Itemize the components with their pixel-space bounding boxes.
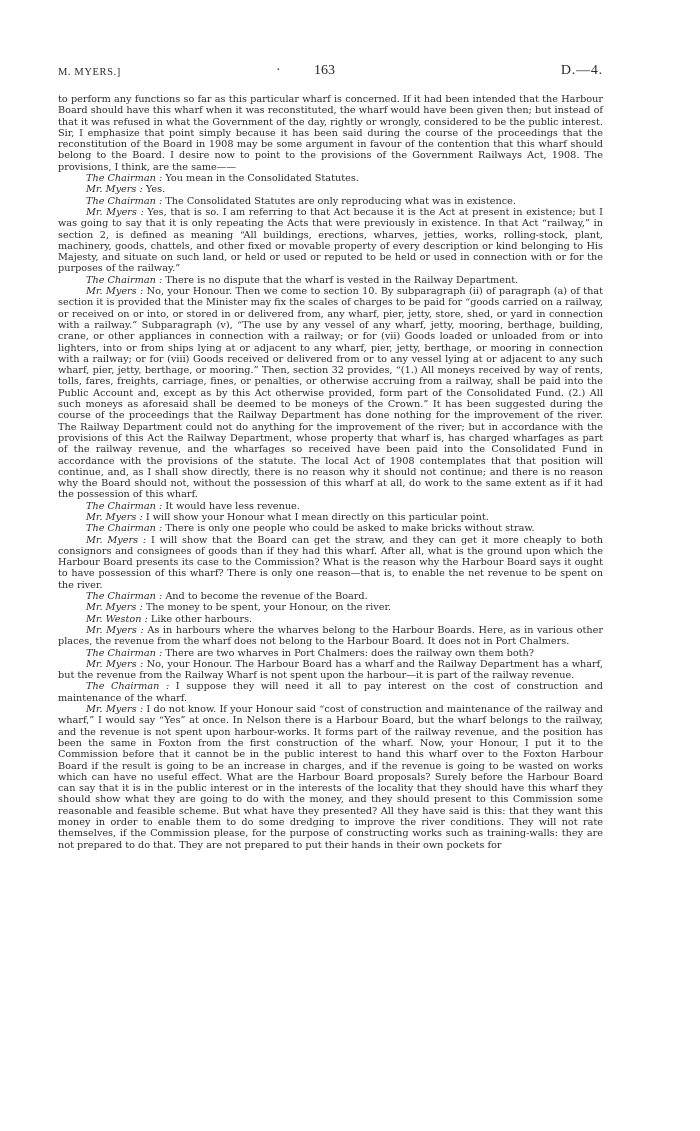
speaker: Mr. Myers : xyxy=(86,624,144,636)
speaker: The Chairman : xyxy=(86,523,163,535)
paragraph-text: Like other harbours. xyxy=(150,613,253,625)
paragraph-text: Yes, that is so. I am referring to that Act because it is the Act at present in existence; but I was going to say that it is only repeating the Acts that were previously in existence. In that Act “railway,” in section 2, is defined as meaning “All buildings, erections, wharves, jetties, works, rolling-stock, plant, machinery, goods, chattels, and other fixed or movable property of every description or kind belonging to His Majesty, and situate on such land, or held or used or reputed to be held or used in connection with or for the purposes of the railway.” xyxy=(58,206,603,275)
paragraph-text: It would have less revenue. xyxy=(165,500,300,512)
paragraph xyxy=(58,614,603,625)
paragraph-text: I will show your Honour what I mean directly on this particular point. xyxy=(145,511,489,523)
paragraph-text: You mean in the Consolidated Statutes. xyxy=(165,173,359,185)
speaker: Mr. Myers : xyxy=(86,184,143,196)
paragraph xyxy=(58,173,603,184)
speaker: Mr. Myers : xyxy=(86,704,144,716)
speaker: The Chairman : xyxy=(86,647,163,659)
paragraph xyxy=(58,659,603,682)
paragraph xyxy=(58,523,603,534)
speaker: Mr. Myers : xyxy=(86,602,143,614)
speaker: Mr. Myers : xyxy=(86,206,144,218)
page-header xyxy=(58,63,603,83)
paragraph xyxy=(58,591,603,602)
paragraph xyxy=(58,207,603,275)
paragraph-text: No, your Honour. Then we come to section 10. By subparagraph (ii) of paragraph (a) of that section it is provided that the Minister may fix the scales of charges to be paid for “goods carried on a railway, or received on or into, or stored in or delivered from, any wharf, pier, jetty, store, shed, or yard in connection with a railway.” Subparagraph (v), “The use by any vessel of any wharf, jetty, mooring, berthage, building, crane, or other appliances in connection with a railway; or for (vii) Goods loaded or unloaded from or into lighters, into or from ships lying at or adjacent to any wharf, pier, jetty, berthage, or mooring in connection with a railway; or for (viii) Goods received or delivered from or to any vessel lying at or adjacent to any such wharf, pier, jetty, berthage, or mooring.” Then, section 32 provides, “(1.) All moneys received by way of rents, tolls, fares, freights, carriage, fines, or penalties, or otherwise accruing from a railway, shall be paid into the Public Account and, except as by this Act otherwise provided, form part of the Consolidated Fund. (2.) All such moneys as aforesaid shall be deemed to be moneys of the Crown.” It has been suggested during the course of the proceedings that the Railway Department has done nothing for the improvement of the river. The Railway Department could not do anything for the improvement of the river; but in accordance with the provisions of this Act the Railway Department, whose property that wharf is, has charged wharfages as part of the railway revenue, and the wharfages so received have been paid into the Consolidated Fund in accordance with the provisions of the statute. The local Act of 1908 contemplates that that position will continue, and, as I shall show directly, there is no reason why it should not continue; and there is no reason why the Board should not, without the possession of this wharf at all, do work to the same extent as if it had the possession of this wharf. xyxy=(58,286,603,501)
paragraph xyxy=(58,501,603,512)
speaker: Mr. Myers : xyxy=(86,658,144,670)
paragraph-text: As in harbours where the wharves belong to the Harbour Boards. Here, as in various other places, the revenue from the wharf does not belong to the Harbour Board. It does not in Port Chalmers. xyxy=(58,624,603,648)
speaker: The Chairman : xyxy=(86,195,163,207)
speaker: The Chairman : xyxy=(86,591,163,603)
document-reference: D.—4. xyxy=(560,63,603,78)
paragraph-text: And to become the revenue of the Board. xyxy=(165,591,368,603)
paragraph-text: I suppose they will need it all to pay interest on the cost of construction and maintenance of the wharf. xyxy=(58,681,603,704)
paragraph-text: to perform any functions so far as this particular wharf is concerned. If it had been intended that the Harbour Board should have this wharf when it was reconstituted, the wharf would have been given then; but instead of that it was refused in what the Government of the day, rightly or wrongly, considered to be the public interest. Sir, I emphasize that point simply because it has been said during the course of the proceedings that the reconstitution of the Board in 1908 may be some argument in favour of the contention that this wharf should belong to the Board. I desire now to point to the provisions of the Government Railways Act, 1908. The provisions, I think, are the same—— xyxy=(58,94,603,173)
header-separator: · xyxy=(276,63,281,78)
paragraph xyxy=(58,681,603,704)
paragraph-text: I will show that the Board can get the straw, and they can get it more cheaply to both consignors and consignees of goods than if they had this wharf. After all, what is the ground upon which the Harbour Board presents its case to the Commission? What is the reason why the Harbour Board says it ought to have possession of this wharf? There is only one reason—that is, to enable the net revenue to be spent on the river. xyxy=(58,534,603,591)
paragraph xyxy=(58,648,603,659)
paragraph-text: The Consolidated Statutes are only reproducing what was in existence. xyxy=(165,195,516,207)
paragraph xyxy=(58,275,603,286)
paragraph-text: I do not know. If your Honour said “cost of construction and maintenance of the railway and wharf,” I would say “Yes” at once. In Nelson there is a Harbour Board, but the wharf belongs to the railway, and the revenue is not spent upon harbour-works. It forms part of the railway revenue, and the position has been the same in Foxton from the first construction of the wharf. Now, your Honour, I put it to the Commission before that it cannot be in the public interest to hand this wharf over to the Foxton Harbour Board if the result is going to be an increase in charges, and if the revenue is going to be wasted on works which can have no useful effect. What are the Harbour Board proposals? Surely before the Harbour Board can say that it is in the public interest or in the interests of the locality that they should have this wharf they should show what they are going to do with the money, and they should present to this Commission some reasonable and feasible scheme. But what have they presented? All they have said is this: that they want this money in order to enable them to do some dredging to improve the river conditions. They will not rate themselves, if the Commission please, for the purpose of constructing works such as training-walls: they are not prepared to do that. They are not prepared to put their hands in their own pockets for xyxy=(58,704,603,851)
paragraph-text: The money to be spent, your Honour, on the river. xyxy=(145,602,392,614)
paragraph-text: There is only one people who could be asked to make bricks without straw. xyxy=(165,523,535,535)
speaker: Mr. Myers : xyxy=(86,534,147,546)
paragraph xyxy=(58,535,603,591)
speaker: Mr. Myers : xyxy=(86,511,143,523)
speaker: Mr. Weston : xyxy=(86,613,148,625)
speaker: The Chairman : xyxy=(86,173,163,185)
speaker: The Chairman : xyxy=(86,274,163,286)
document-body xyxy=(58,94,603,851)
paragraph xyxy=(58,602,603,613)
paragraph-text: There are two wharves in Port Chalmers: does the railway own them both? xyxy=(165,647,534,659)
paragraph xyxy=(58,625,603,648)
paragraph xyxy=(58,94,603,173)
paragraph-text: No, your Honour. The Harbour Board has a wharf and the Railway Department has a wharf, but the revenue from the Railway Wharf is not spent upon the harbour—it is part of the railway revenue. xyxy=(58,658,603,682)
paragraph xyxy=(58,512,603,523)
speaker: The Chairman : xyxy=(86,500,163,512)
paragraph xyxy=(58,196,603,207)
paragraph-text: There is no dispute that the wharf is vested in the Railway Department. xyxy=(165,274,519,286)
speaker: The Chairman : xyxy=(86,681,170,693)
header-speaker: M. MYERS.] xyxy=(58,67,121,78)
paragraph xyxy=(58,286,603,501)
paragraph xyxy=(58,184,603,195)
paragraph xyxy=(58,704,603,851)
speaker: Mr. Myers : xyxy=(86,286,144,298)
paragraph-text: Yes. xyxy=(145,184,166,196)
page-number: 163 xyxy=(314,63,335,78)
